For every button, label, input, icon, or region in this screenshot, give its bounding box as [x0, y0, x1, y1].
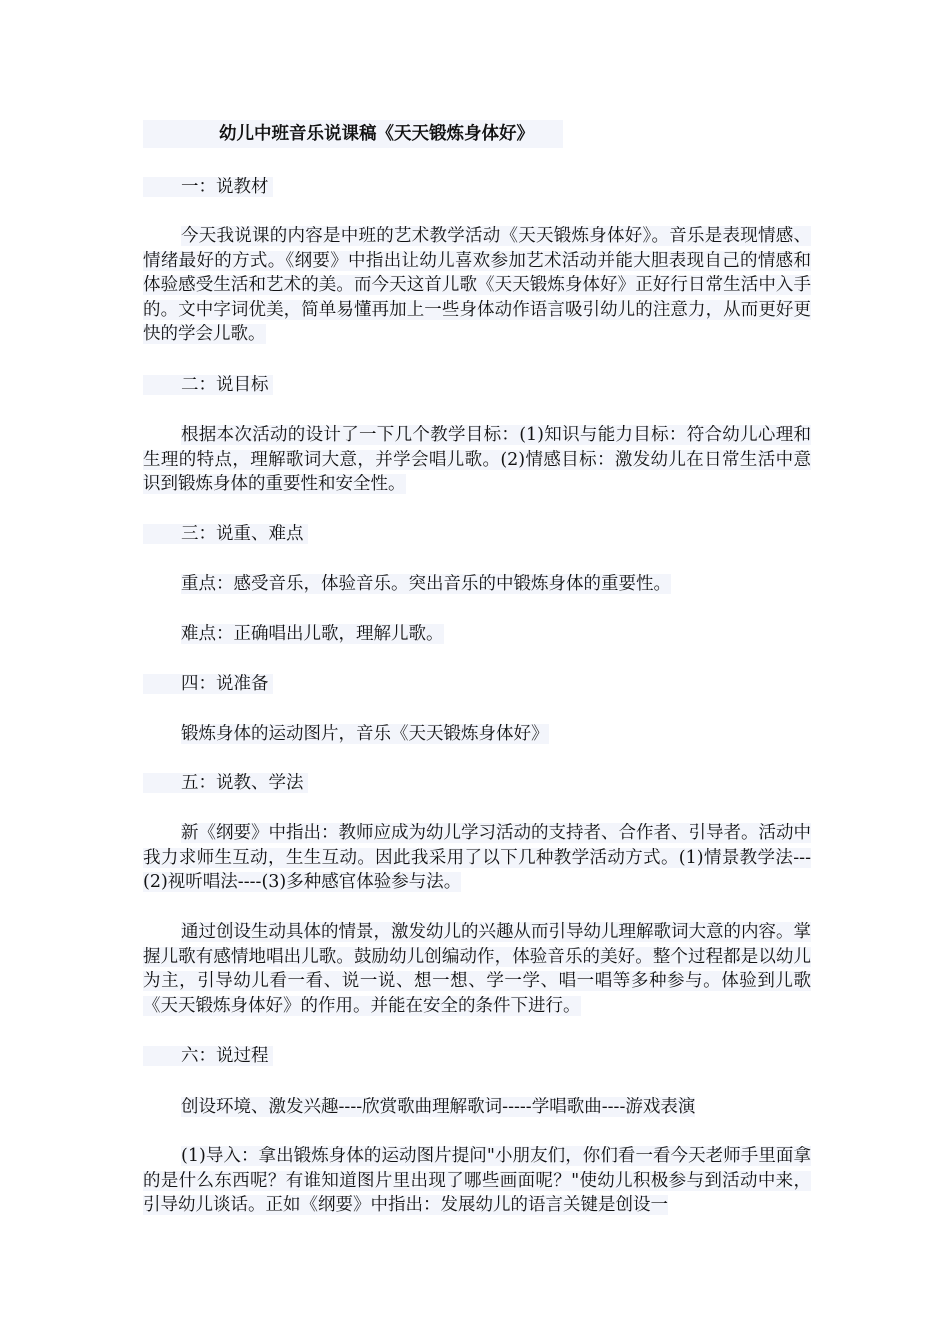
- section-heading-6-text: 六：说过程: [143, 1046, 273, 1066]
- document-title: 幼儿中班音乐说课稿《天天锻炼身体好》: [143, 120, 563, 148]
- paragraph-introduction-text: (1)导入：拿出锻炼身体的运动图片提问"小朋友们，你们看一看今天老师手里面拿的是什么东西呢？有谁知道图片里出现了哪些画面呢？"使幼儿积极参与到活动中来，引导幼儿谈话。正如《纲要》中指出：发展幼儿的语言关键是创设一: [143, 1146, 811, 1215]
- paragraph-process-outline: [143, 1095, 811, 1120]
- section-heading-1-text: 一：说教材: [143, 177, 273, 197]
- paragraph-preparation-text: 锻炼身体的运动图片，音乐《天天锻炼身体好》: [181, 724, 549, 744]
- paragraph-methods-detail: [143, 920, 811, 1018]
- paragraph-methods: [143, 821, 811, 895]
- paragraph-objectives: [143, 423, 811, 497]
- section-heading-4-text: 四：说准备: [143, 674, 273, 694]
- section-heading-6: [143, 1044, 273, 1068]
- section-heading-2: [143, 373, 273, 397]
- section-heading-2-text: 二：说目标: [143, 375, 273, 395]
- paragraph-difficult-point: [143, 622, 811, 647]
- paragraph-methods-text: 新《纲要》中指出：教师应成为幼儿学习活动的支持者、合作者、引导者。活动中我力求师生互动，生生互动。因此我采用了以下几种教学活动方式。(1)情景教学法---(2)视听唱法----(3)多种感官体验参与法。: [143, 823, 811, 892]
- paragraph-key-point-text: 重点：感受音乐，体验音乐。突出音乐的中锻炼身体的重要性。: [181, 574, 671, 594]
- section-heading-3: [143, 522, 308, 546]
- section-heading-4: [143, 672, 273, 696]
- section-heading-3-text: 三：说重、难点: [143, 524, 308, 544]
- paragraph-introduction: [143, 1144, 811, 1218]
- paragraph-teaching-material: [143, 224, 811, 347]
- section-heading-5: [143, 771, 308, 795]
- paragraph-difficult-point-text: 难点：正确唱出儿歌，理解儿歌。: [181, 624, 444, 644]
- paragraph-objectives-text: 根据本次活动的设计了一下几个教学目标：(1)知识与能力目标：符合幼儿心理和生理的特点，理解歌词大意，并学会唱儿歌。(2)情感目标：激发幼儿在日常生活中意识到锻炼身体的重要性和安全性。: [143, 425, 811, 494]
- paragraph-methods-detail-text: 通过创设生动具体的情景，激发幼儿的兴趣从而引导幼儿理解歌词大意的内容。掌握儿歌有感情地唱出儿歌。鼓励幼儿创编动作，体验音乐的美好。整个过程都是以幼儿为主，引导幼儿看一看、说一说、想一想、学一学、唱一唱等多种参与。体验到儿歌《天天锻炼身体好》的作用。并能在安全的条件下进行。: [143, 922, 811, 1016]
- section-heading-5-text: 五：说教、学法: [143, 773, 308, 793]
- paragraph-teaching-material-text: 今天我说课的内容是中班的艺术教学活动《天天锻炼身体好》。音乐是表现情感、情绪最好的方式。《纲要》中指出让幼儿喜欢参加艺术活动并能大胆表现自己的情感和体验感受生活和艺术的美。而今天这首儿歌《天天锻炼身体好》正好行日常生活中入手的。文中字词优美，简单易懂再加上一些身体动作语言吸引幼儿的注意力，从而更好更快的学会儿歌。: [143, 226, 811, 344]
- paragraph-key-point: [143, 572, 811, 597]
- paragraph-process-outline-text: 创设环境、激发兴趣----欣赏歌曲理解歌词-----学唱歌曲----游戏表演: [181, 1097, 696, 1117]
- section-heading-1: [143, 175, 273, 199]
- paragraph-preparation: [143, 722, 811, 747]
